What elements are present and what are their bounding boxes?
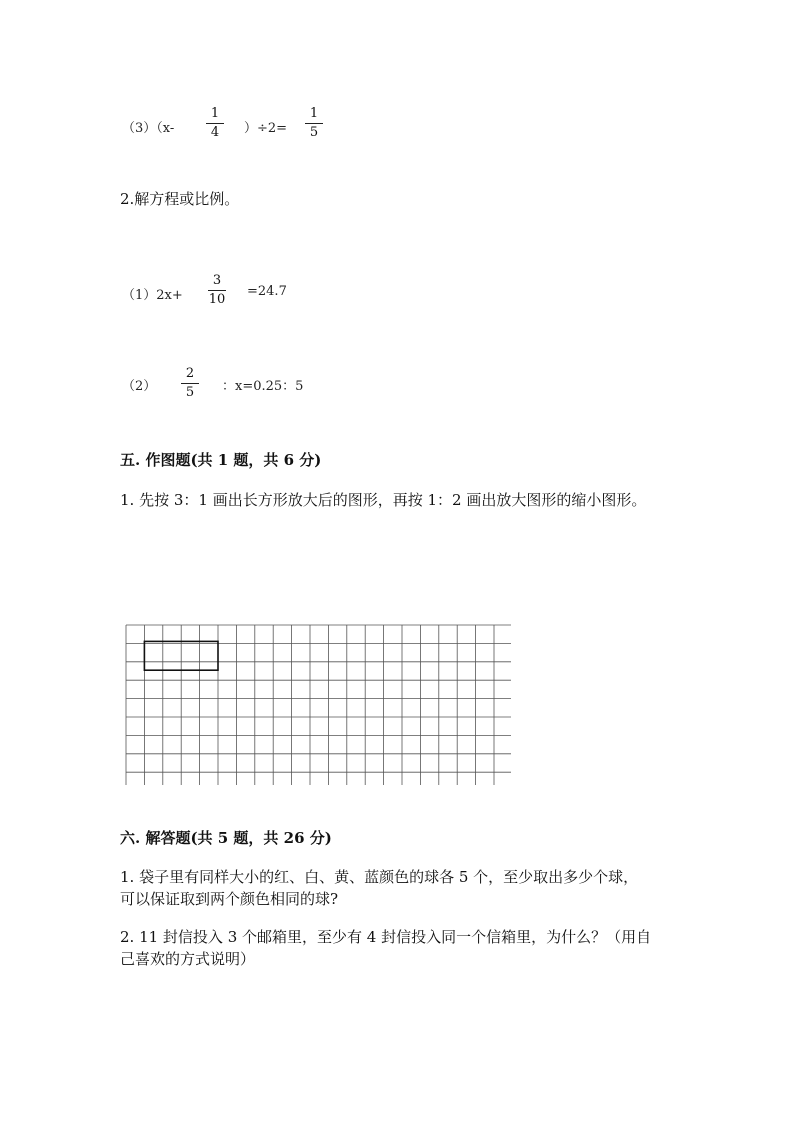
equation-3-prefix: （3）（x- [122, 121, 175, 136]
fraction-bar [181, 383, 199, 384]
section-6-question-1-line-2: 可以保证取到两个颜色相同的球? [120, 890, 339, 908]
equation-2-suffix: ：x=0.25：5 [222, 379, 304, 394]
fraction-denominator: 5 [309, 125, 319, 140]
equation-1-prefix: （1）2x+ [122, 288, 183, 303]
section-6-title: 六. 解答题(共 5 题，共 26 分) [120, 829, 332, 847]
fraction-bar [208, 290, 226, 291]
fraction-numerator: 1 [309, 106, 319, 121]
section-6-question-2-line-1: 2. 11 封信投入 3 个邮箱里，至少有 4 封信投入同一个信箱里，为什么？（用自 [120, 928, 652, 946]
fraction-numerator: 2 [185, 366, 195, 381]
equation-3-middle: ）÷2= [244, 121, 288, 136]
section-6-question-2-line-2: 己喜欢的方式说明） [120, 950, 256, 968]
equation-2-prefix: （2） [122, 379, 157, 394]
fraction-one-fifth [303, 106, 325, 141]
section-5-title: 五. 作图题(共 1 题，共 6 分) [120, 451, 322, 469]
equation-1-suffix: =24.7 [247, 284, 287, 299]
fraction-numerator: 3 [212, 273, 222, 288]
fraction-denominator: 5 [185, 385, 195, 400]
fraction-denominator: 4 [210, 125, 220, 140]
drawing-grid [125, 624, 511, 785]
fraction-bar [305, 123, 323, 124]
fraction-denominator: 10 [208, 292, 226, 307]
fraction-numerator: 1 [210, 106, 220, 121]
fraction-two-fifths [179, 366, 201, 401]
question-2-title: 2.解方程或比例。 [120, 190, 240, 208]
fraction-three-tenths [206, 273, 228, 308]
section-5-question-1: 1. 先按 3：1 画出长方形放大后的图形，再按 1：2 画出放大图形的缩小图形。 [120, 491, 647, 509]
fraction-one-quarter [204, 106, 226, 141]
section-6-question-1-line-1: 1. 袋子里有同样大小的红、白、黄、蓝颜色的球各 5 个，至少取出多少个球， [120, 868, 639, 886]
fraction-bar [206, 123, 224, 124]
